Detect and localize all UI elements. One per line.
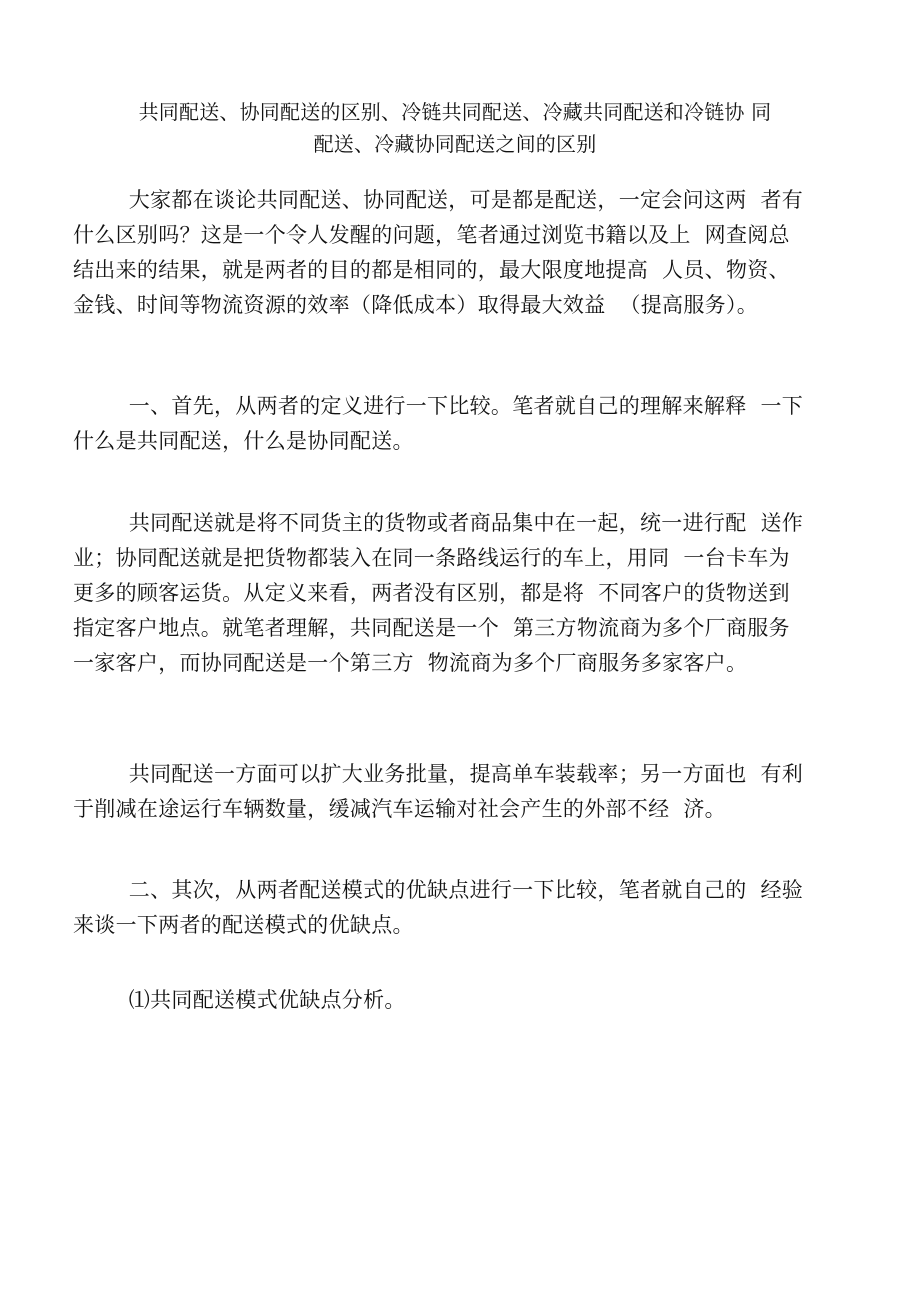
text-line: 结出来的结果，就是两者的目的都是相同的，最大限度地提高 人员、物资、 [73, 258, 790, 282]
text-line: 大家都在谈论共同配送、协同配送，可是都是配送，一定会问这两 者有 [73, 188, 804, 212]
text-line: 二、其次，从两者配送模式的优缺点进行一下比较，笔者就自己的 经验 [73, 878, 804, 902]
text-line: 什么是共同配送，什么是协同配送。 [73, 429, 414, 453]
document-title [100, 96, 810, 160]
paragraph-definition [73, 506, 843, 681]
text-line: 来谈一下两者的配送模式的优缺点。 [73, 913, 414, 937]
text-line: 金钱、时间等物流资源的效率（降低成本）取得最大效益 （提高服务）。 [73, 293, 759, 317]
paragraph-intro [73, 183, 843, 323]
text-line: 一、首先，从两者的定义进行一下比较。笔者就自己的理解来解释 一下 [73, 394, 804, 418]
title-line: 配送、冷藏协同配送之间的区别 [313, 132, 597, 156]
paragraph-section-one [73, 389, 843, 459]
paragraph-benefits [73, 757, 843, 827]
text-line: 一家客户，而协同配送是一个第三方 物流商为多个厂商服务多家客户。 [73, 651, 748, 675]
text-line: ⑴共同配送模式优缺点分析。 [73, 988, 406, 1012]
text-line: 共同配送一方面可以扩大业务批量，提高单车装载率；另一方面也 有利 [73, 762, 804, 786]
text-line: 什么区别吗？这是一个令人发醒的问题，笔者通过浏览书籍以及上 网查阅总 [73, 223, 790, 247]
text-line: 更多的顾客运货。从定义来看，两者没有区别，都是将 不同客户的货物送到 [73, 581, 790, 605]
text-line: 指定客户地点。就笔者理解，共同配送是一个 第三方物流商为多个厂商服务 [73, 616, 790, 640]
paragraph-subsection-heading [73, 983, 843, 1018]
text-line: 业；协同配送就是把货物都装入在同一条路线运行的车上，用同 一台卡车为 [73, 546, 790, 570]
title-line: 共同配送、协同配送的区别、冷链共同配送、冷藏共同配送和冷链协 同 [138, 100, 772, 124]
text-line: 于削减在途运行车辆数量，缓减汽车运输对社会产生的外部不经 济。 [73, 797, 726, 821]
text-line: 共同配送就是将不同货主的货物或者商品集中在一起，统一进行配 送作 [73, 511, 804, 535]
paragraph-section-two [73, 873, 843, 943]
